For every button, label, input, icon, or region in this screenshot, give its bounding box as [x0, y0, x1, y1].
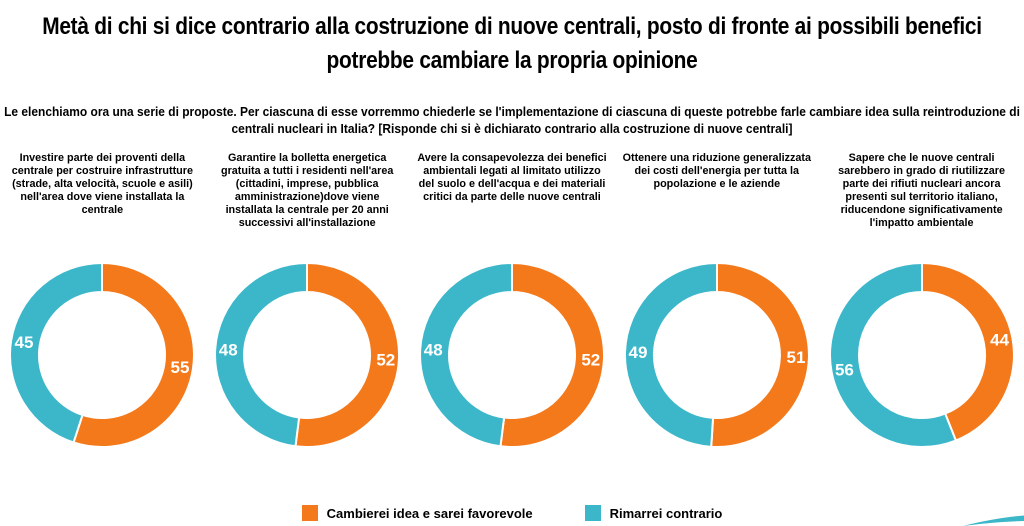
donut-slice: [922, 263, 1014, 441]
proposal-column-4: [614, 152, 819, 450]
slice-value-label: 45: [14, 333, 34, 353]
slice-value-label: 52: [376, 350, 396, 370]
donut-chart: [827, 260, 1017, 450]
slice-value-label: 56: [834, 360, 854, 380]
donut-chart: [417, 260, 607, 450]
legend-swatch-orange-icon: [302, 505, 318, 521]
slice-value-label: 55: [170, 357, 190, 377]
slice-value-label: 48: [423, 340, 443, 360]
legend-label-contrario: Rimarrei contrario: [609, 505, 723, 521]
slice-value-label: 48: [218, 340, 238, 360]
slice-value-label: 49: [628, 343, 648, 362]
proposal-text: Garantire la bolletta energetica gratuita a tutti i residenti nell'area (cittadini, imprese, pubblica amministrazione)dove viene installata la centrale per 20 anni successivi all'installazione: [221, 152, 394, 229]
charts-row: [0, 152, 1024, 450]
legend-label-favorevole: Cambierei idea e sarei favorevole: [326, 505, 533, 521]
slice-value-label: 52: [581, 350, 601, 370]
proposal-column-3: [410, 152, 615, 450]
donut-chart: [212, 260, 402, 450]
proposal-text: Avere la consapevolezza dei benefici ambientali legati al limitato utilizzo del suolo e dell'acqua e dei materiali critici da parte delle nuove centrali: [417, 152, 607, 203]
legend-swatch-teal-icon: [585, 505, 601, 521]
proposal-column-2: [205, 152, 410, 450]
proposal-text: Investire parte dei proventi della centrale per costruire infrastrutture (strade, alta velocità, scuole e asili) nell'area dove viene installata la centrale: [11, 152, 193, 216]
proposal-text: Ottenere una riduzione generalizzata dei costi dell'energia per tutta la popolazione e le aziende: [622, 152, 811, 190]
legend-item-favorevole: [302, 505, 533, 521]
page-title: Metà di chi si dice contrario alla costruzione di nuove centrali, posto di fronte ai possibili benefici potrebbe cambiare la propria opinione: [42, 13, 982, 75]
slice-value-label: 51: [786, 348, 806, 367]
legend: [0, 505, 1024, 521]
survey-question-text: Le elenchiamo ora una serie di proposte. Per ciascuna di esse vorremmo chiederle se l'implementazione di ciascuna di queste potrebbe farle cambiare idea sulla reintroduzione di centrali nucleari in Italia? [Risponde chi si è dichiarato contrario alla costruzione di nuove centrali]: [4, 104, 1020, 137]
legend-item-contrario: [585, 505, 723, 521]
proposal-column-5: [819, 152, 1024, 450]
decorative-swoosh-icon: [963, 514, 1024, 526]
proposal-column-1: [0, 152, 205, 450]
donut-chart: [622, 260, 812, 450]
slice-value-label: 44: [989, 330, 1009, 350]
proposal-text: Sapere che le nuove centrali sarebbero in grado di riutilizzare parte dei rifiuti nucleari ancora presenti sul territorio italiano, riducendone significativamente l'impatto ambientale: [838, 152, 1005, 229]
donut-chart: [7, 260, 197, 450]
